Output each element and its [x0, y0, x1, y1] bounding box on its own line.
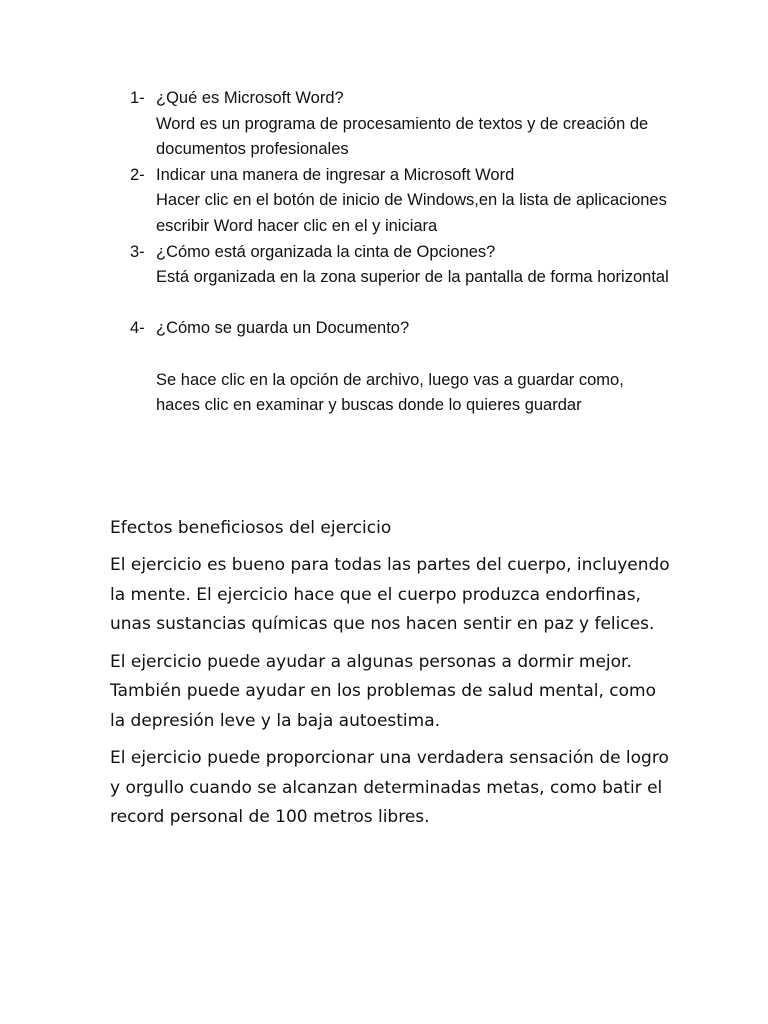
- answer-text: Hacer clic en el botón de inicio de Windows,en la lista de aplicaciones escribir Word hacer clic en el y iniciara: [156, 191, 667, 235]
- questions-list: [130, 86, 670, 419]
- essay-paragraph-3: El ejercicio puede proporcionar una verdadera sensación de logro y orgullo cuando se alcanzan determinadas metas, como batir el record personal de 100 metros libres.: [110, 748, 669, 827]
- essay-section: [110, 513, 670, 841]
- essay-paragraph-2: El ejercicio puede ayudar a algunas personas a dormir mejor. También puede ayudar en los problemas de salud mental, como la depresión leve y la baja autoestima.: [110, 651, 657, 731]
- answer-text: Se hace clic en la opción de archivo, luego vas a guardar como, haces clic en examinar y buscas donde lo quieres guardar: [156, 370, 624, 415]
- essay-paragraph-1: El ejercicio es bueno para todas las partes del cuerpo, incluyendo la mente. El ejercicio hace que el cuerpo produzca endorfinas, unas sustancias químicas que nos hacen sentir en paz y felices.: [110, 555, 670, 634]
- question-text: Indicar una manera de ingresar a Microsoft Word: [156, 165, 515, 184]
- question-text: ¿Cómo se guarda un Documento?: [156, 319, 410, 338]
- question-number: 1-: [130, 89, 145, 107]
- question-number: 2-: [130, 165, 145, 184]
- question-text: ¿Cómo está organizada la cinta de Opciones?: [156, 242, 496, 261]
- question-item-3: [130, 240, 670, 291]
- question-item-1: [130, 86, 670, 163]
- question-item-4: [130, 316, 670, 418]
- question-text: ¿Qué es Microsoft Word?: [156, 89, 344, 107]
- question-number: 4-: [130, 319, 145, 338]
- answer-text: Está organizada en la zona superior de la pantalla de forma horizontal: [156, 268, 669, 287]
- question-number: 3-: [130, 242, 145, 261]
- essay-title: Efectos beneficiosos del ejercicio: [110, 518, 392, 538]
- question-item-2: [130, 163, 670, 240]
- answer-text: Word es un programa de procesamiento de textos y de creación de documentos profesionales: [156, 114, 649, 159]
